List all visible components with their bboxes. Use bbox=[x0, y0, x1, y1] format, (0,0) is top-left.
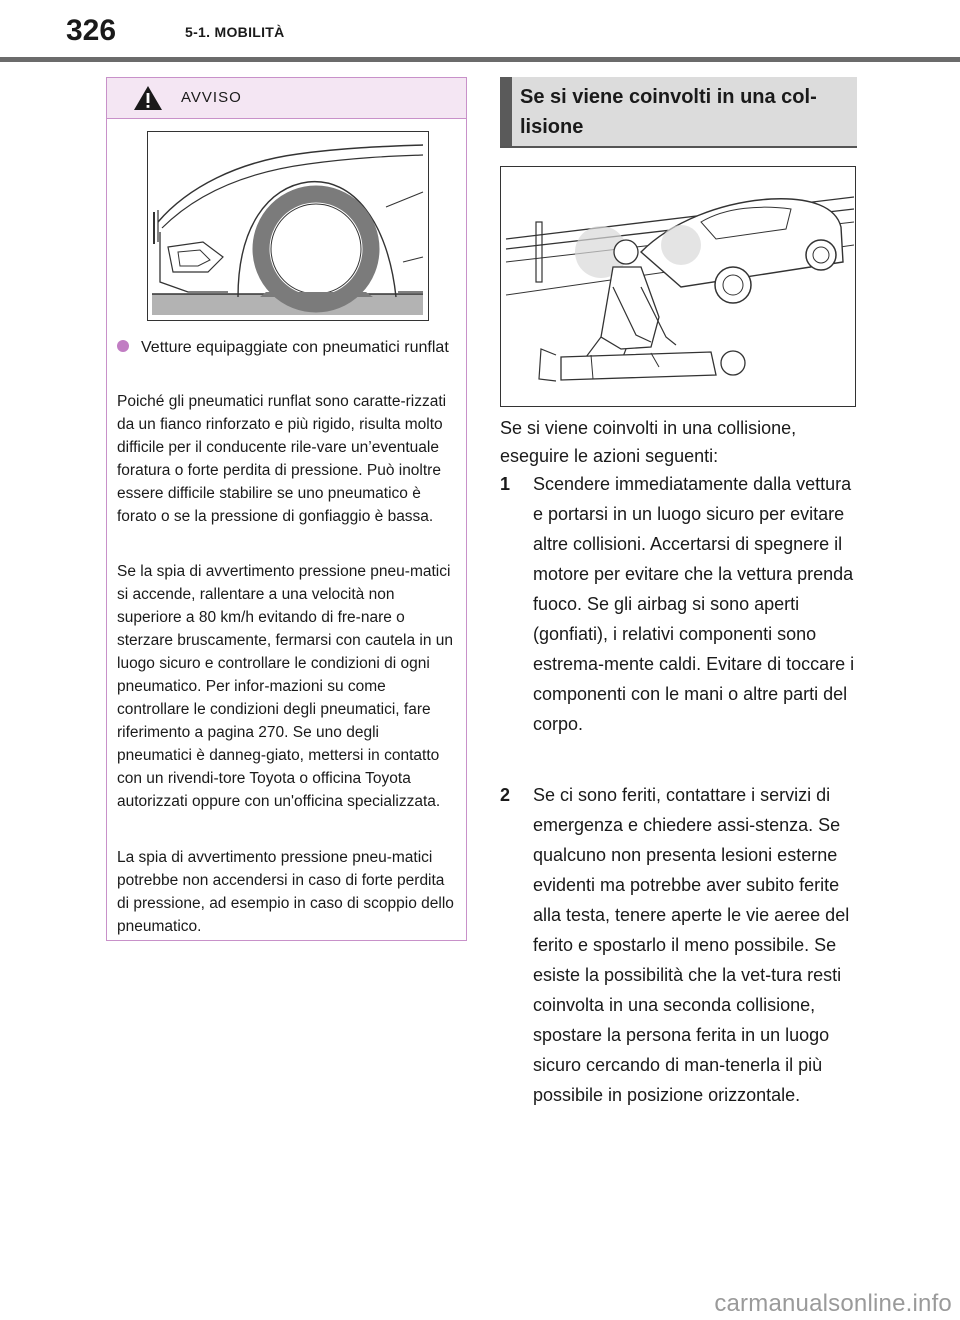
warning-title: AVVISO bbox=[181, 89, 242, 106]
section-title: 5-1. MOBILITÀ bbox=[185, 24, 285, 40]
step-number: 1 bbox=[500, 474, 511, 494]
step-1 bbox=[500, 469, 860, 739]
header-rule bbox=[0, 57, 960, 62]
collision-heading-box bbox=[500, 77, 857, 148]
step-text: Se ci sono feriti, contattare i servizi di emergenza e chiedere assi-stenza. Se qualcuno non presenta lesioni esterne evidenti ma potrebbe aver subito ferite alla testa, tenere aperte le vie aeree del ferito e spostarlo il meno possibile. Se esiste la possibilità che la vet-tura resti coinvolta in una seconda collisione, spostare la persona ferita in un luogo sicuro cercando di man-tenerla il più possibile in posizione orizzontale. bbox=[533, 785, 850, 1105]
step-number: 2 bbox=[500, 785, 511, 805]
warning-header bbox=[107, 78, 466, 119]
warning-paragraph: Se la spia di avvertimento pressione pneu-matici si accende, rallentare a una velocità non superiore a 80 km/h evitando di fre-nare o sterzare bruscamente, fermarsi con cautela in un luogo sicuro e controllare le condizioni di ogni pneumatico. Per infor-mazioni su come controllare le condizioni degli pneumatici, fare riferimento a pagina 270. Se uno degli pneumatici è danneg-giato, mettersi in contatto con un rivendi-tore Toyota o officina Toyota autorizzati oppure con un'officina specializzata. bbox=[117, 563, 453, 810]
page-number: 326 bbox=[66, 14, 117, 47]
bullet-dot-icon bbox=[117, 340, 129, 352]
page-header bbox=[0, 0, 960, 64]
runflat-bullet bbox=[117, 336, 457, 360]
collision-heading: Se si viene coinvolti in una col-lisione bbox=[520, 86, 817, 138]
step-2 bbox=[500, 780, 860, 1110]
warning-paragraph: La spia di avvertimento pressione pneu-matici potrebbe non accendersi in caso di forte perdita di pressione, ad esempio in caso di scoppio dello pneumatico. bbox=[117, 849, 454, 935]
warning-paragraph: Poiché gli pneumatici runflat sono caratte-rizzati da un fianco rinforzato e più rigido, risulta molto difficile per il conducente rile-vare un’eventuale foratura o forte perdita di pressione. Può inoltre essere difficile stabilire se uno pneumatico è forato o se la pressione di gonfiaggio è bassa. bbox=[117, 393, 447, 525]
collision-intro: Se si viene coinvolti in una collisione, eseguire le azioni seguenti: bbox=[500, 418, 797, 466]
bullet-text: Vetture equipaggiate con pneumatici runflat bbox=[141, 339, 449, 356]
warning-triangle-icon bbox=[133, 85, 163, 111]
collision-illustration bbox=[500, 166, 856, 407]
warning-box bbox=[106, 77, 467, 941]
runflat-tire-illustration bbox=[147, 131, 429, 321]
step-text: Scendere immediatamente dalla vettura e portarsi in un luogo sicuro per evitare altre collisioni. Accertarsi di spegnere il motore per evitare che la vettura prenda fuoco. Se gli airbag si sono aperti (gonfiati), i relativi componenti sono estrema-mente caldi. Evitare di toccare i componenti con le mani o altre parti del corpo. bbox=[533, 474, 855, 734]
heading-accent-bar bbox=[500, 77, 512, 146]
watermark-site: carmanualsonline.info bbox=[714, 1290, 952, 1317]
